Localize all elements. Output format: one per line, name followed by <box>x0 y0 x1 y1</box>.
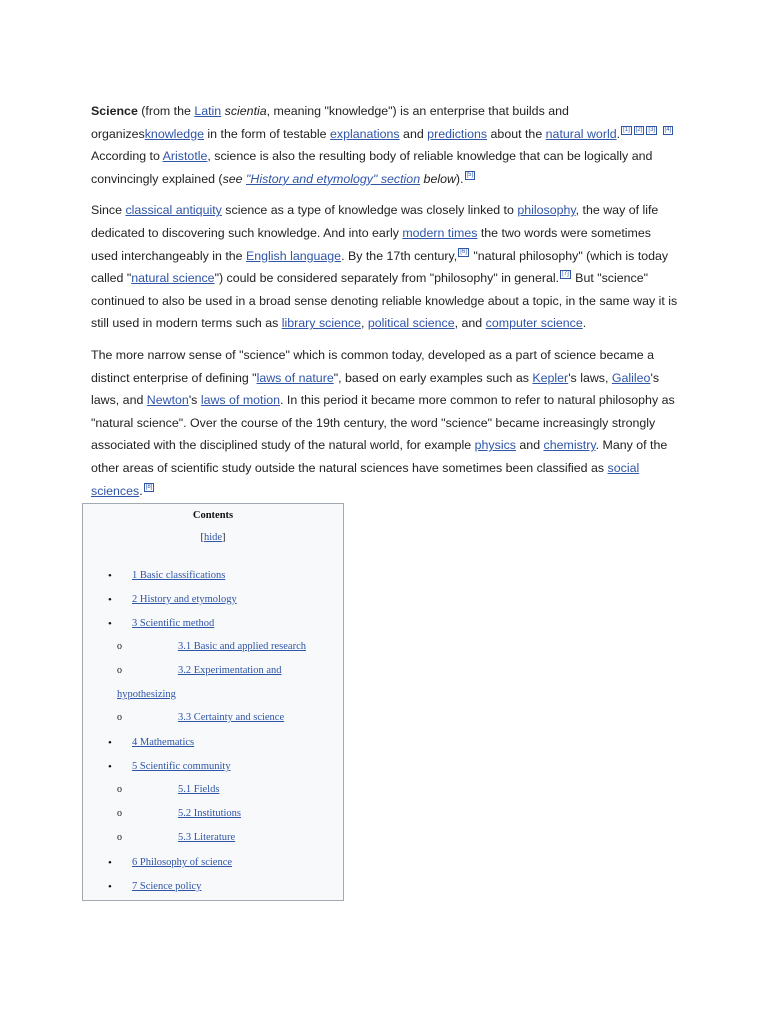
link-laws-of-nature[interactable]: laws of nature <box>256 370 334 385</box>
toc-link[interactable]: 5 Scientific community <box>132 761 231 772</box>
toc-toggle: [hide] <box>200 532 226 543</box>
link-history-section[interactable]: "History and etymology" section <box>246 171 421 186</box>
link-natural-science[interactable]: natural science <box>131 271 215 286</box>
toc-hide-link[interactable]: hide <box>203 532 223 543</box>
circle-bullet-icon: o <box>117 784 122 795</box>
link-knowledge[interactable]: knowledge <box>144 126 204 141</box>
toc-item <box>83 712 343 728</box>
bullet-icon: • <box>108 761 112 773</box>
link-galileo[interactable]: Galileo <box>611 370 651 385</box>
link-social-sciences[interactable]: social sciences <box>91 460 640 498</box>
toc-item <box>83 737 343 753</box>
toc-item <box>83 570 343 586</box>
toc-item-wrap <box>83 689 343 705</box>
citation-link[interactable]: [6] <box>460 248 467 255</box>
bullet-icon: • <box>108 857 112 869</box>
link-kepler[interactable]: Kepler <box>532 370 569 385</box>
circle-bullet-icon: o <box>117 808 122 819</box>
toc-link[interactable]: 3.1 Basic and applied research <box>178 641 306 652</box>
toc-link[interactable]: 7 Science policy <box>132 881 202 892</box>
citation-link[interactable]: [8] <box>145 483 153 490</box>
article-body <box>91 100 681 511</box>
citation-link[interactable]: [4] <box>664 126 672 133</box>
link-predictions[interactable]: predictions <box>427 126 488 141</box>
citation-link[interactable]: [2] <box>635 126 643 133</box>
link-english-language[interactable]: English language <box>246 248 342 263</box>
link-laws-of-motion[interactable]: laws of motion <box>200 393 281 408</box>
link-latin[interactable]: Latin <box>194 104 222 118</box>
toc-item <box>83 857 343 873</box>
toc-link[interactable]: 3.2 Experimentation and <box>178 665 282 676</box>
toc-link[interactable]: 3.3 Certainty and science <box>178 712 285 723</box>
toc-item <box>83 618 343 634</box>
link-physics[interactable]: physics <box>474 438 516 453</box>
link-chemistry[interactable]: chemistry <box>543 438 596 453</box>
toc-item <box>83 761 343 777</box>
link-philosophy[interactable]: philosophy <box>517 203 576 218</box>
circle-bullet-icon: o <box>117 641 122 652</box>
toc-link[interactable]: 5.2 Institutions <box>178 808 242 819</box>
table-of-contents <box>82 503 344 901</box>
toc-item <box>83 808 343 824</box>
toc-link[interactable]: 1 Basic classifications <box>132 570 226 581</box>
term-scientia: scientia <box>224 104 267 118</box>
toc-item <box>83 594 343 610</box>
toc-item <box>83 784 343 800</box>
toc-link[interactable]: 2 History and etymology <box>132 594 237 605</box>
link-natural-world[interactable]: natural world <box>545 126 617 141</box>
link-aristotle[interactable]: Aristotle <box>162 149 208 164</box>
circle-bullet-icon: o <box>117 665 122 676</box>
bullet-icon: • <box>108 737 112 749</box>
toc-item <box>83 832 343 848</box>
circle-bullet-icon: o <box>117 832 122 843</box>
citation-link[interactable]: [5] <box>466 171 474 178</box>
bullet-icon: • <box>108 594 112 606</box>
link-computer-science[interactable]: computer science <box>485 316 583 331</box>
bullet-icon: • <box>108 881 112 893</box>
toc-link[interactable]: 4 Mathematics <box>132 737 195 748</box>
toc-link[interactable]: 5.1 Fields <box>178 784 220 795</box>
bullet-icon: • <box>108 618 112 630</box>
toc-link[interactable]: 6 Philosophy of science <box>132 857 233 868</box>
toc-item <box>83 881 343 897</box>
link-explanations[interactable]: explanations <box>330 126 400 141</box>
citation-link[interactable]: [3] <box>648 126 656 133</box>
paragraph-narrow-sense: The more narrow sense of "science" which is common today, developed as a part of science became a distinct enterprise of defining "laws of nature", based on early examples such as Kepler's laws, Galileo's laws, and Newton's laws of motion. In this period it became more common to refer to natural philosophy as "natural science". Over the course of the 19th century, the word "science" became increasingly strongly associated with the disciplined study of the natural world, for example physics and chemistry. Many of the other areas of scientific study outside the natural sciences have sometimes been classified as social sciences. [8] <box>91 347 675 498</box>
link-newton[interactable]: Newton <box>146 393 189 408</box>
toc-link[interactable]: 5.3 Literature <box>178 832 236 843</box>
paragraph-history: Since classical antiquity science as a type of knowledge was closely linked to philosophy, the way of life dedicated to discovering such knowledge. And into early modern times the two words were sometimes used interchangeably in the English language. By the 17th century, [6] "natural philosophy" (which is today called "natural science") could be considered separately from "philosophy" in general. [7] But "science" continued to also be used in a broad sense denoting reliable knowledge about a topic, in the same way it is still used in modern terms such as library science, political science, and computer science. <box>91 203 678 331</box>
link-political-science[interactable]: political science <box>367 316 455 331</box>
link-library-science[interactable]: library science <box>281 316 361 331</box>
toc-link-wrap[interactable]: hypothesizing <box>117 689 176 700</box>
toc-item <box>83 665 343 681</box>
toc-title: Contents <box>192 510 234 521</box>
citation-link[interactable]: [1] <box>623 126 630 133</box>
toc-link[interactable]: 3 Scientific method <box>132 618 215 629</box>
term-science: Science <box>91 104 138 118</box>
link-modern-times[interactable]: modern times <box>402 225 478 240</box>
paragraph-intro: Science (from the Latin scientia, meaning "knowledge") is an enterprise that builds and organizesknowledge in the form of testable explanations and predictions about the natural world. [1] [2] [3] [4]According to Aristotle, science is also the resulting body of reliable knowledge that can be logically and convincingly explained (see "History and etymology" section below). [5] <box>91 104 672 186</box>
bullet-icon: • <box>108 570 112 582</box>
toc-item <box>83 641 343 657</box>
citation-link[interactable]: [7] <box>562 271 569 278</box>
circle-bullet-icon: o <box>117 712 122 723</box>
link-classical-antiquity[interactable]: classical antiquity <box>125 203 222 218</box>
